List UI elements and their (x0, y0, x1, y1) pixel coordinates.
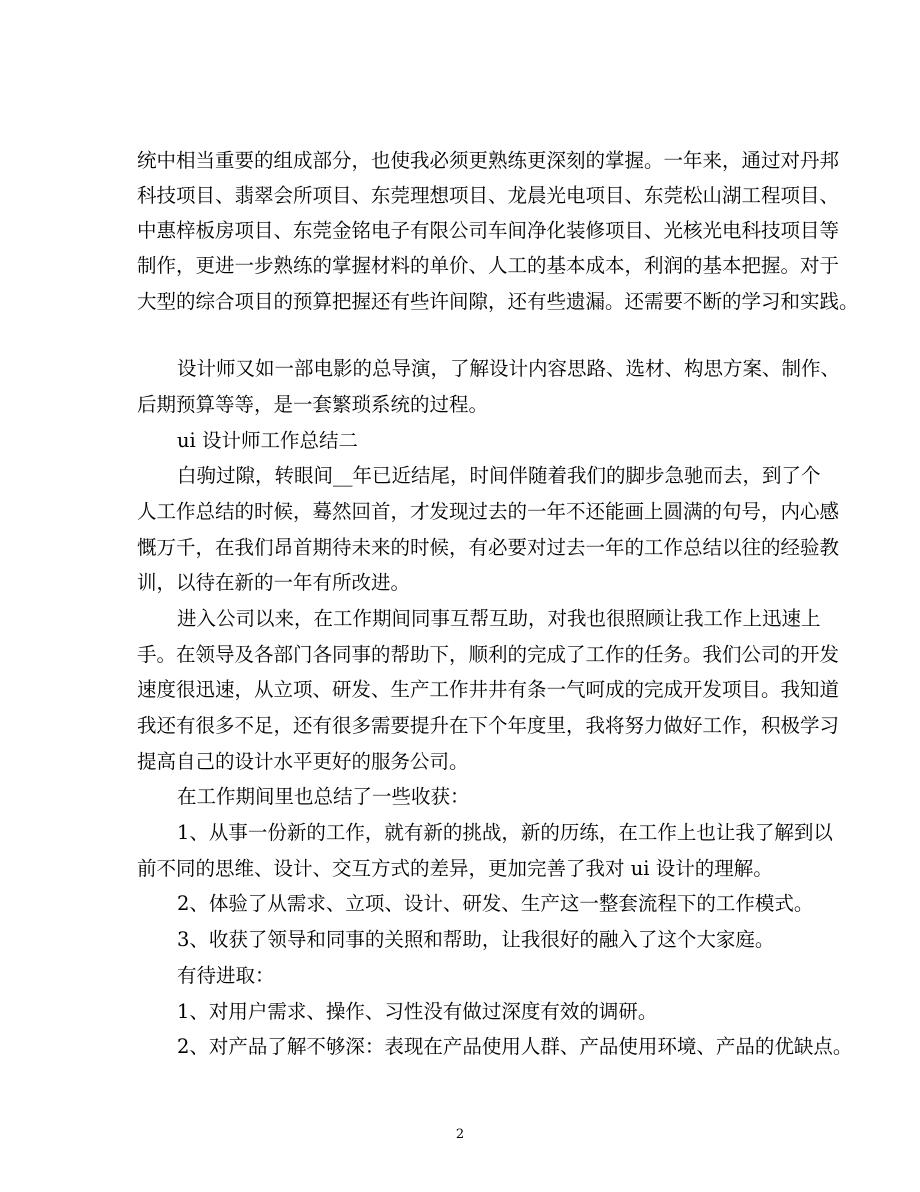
text-line: 在工作期间里也总结了一些收获： (177, 785, 470, 808)
list-item: 1、从事一份新的工作，就有新的挑战，新的历练，在工作上也让我了解到以 (177, 821, 833, 844)
text-line: 训，以待在新的一年有所改进。 (137, 571, 411, 594)
text-line: 统中相当重要的组成部分，也使我必须更熟练更深刻的掌握。一年来，通过对丹邦 (137, 149, 840, 172)
text-line: 手。在领导及各部门各同事的帮助下，顺利的完成了工作的任务。我们公司的开发 (137, 643, 840, 666)
text-line: 我还有很多不足，还有很多需要提升在下个年度里，我将努力做好工作，积极学习 (137, 714, 840, 737)
text-line: 速度很迅速，从立项、研发、生产工作井井有条一气呵成的完成开发项目。我知道 (137, 678, 840, 701)
text-line: 慨万千，在我们昂首期待未来的时候，有必要对过去一年的工作总结以往的经验教 (137, 536, 840, 559)
text-line: 制作，更进一步熟练的掌握材料的单价、人工的基本成本，利润的基本把握。对于 (137, 254, 840, 277)
list-item: 3、收获了领导和同事的关照和帮助，让我很好的融入了这个大家庭。 (177, 928, 775, 951)
list-item: 1、对用户需求、操作、习性没有做过深度有效的调研。 (177, 1000, 658, 1023)
text-line: 后期预算等等，是一套繁琐系统的过程。 (137, 393, 489, 416)
text-line: 进入公司以来，在工作期间同事互帮互助，对我也很照顾让我工作上迅速上 (177, 607, 821, 630)
text-line: 提高自己的设计水平更好的服务公司。 (137, 750, 469, 773)
text-line: 白驹过隙，转眼间__年已近结尾，时间伴随着我们的脚步急驰而去，到了个 (177, 464, 821, 487)
page-number: 2 (455, 1127, 465, 1142)
list-item: 2、体验了从需求、立项、设计、研发、生产这一整套流程下的工作模式。 (177, 892, 814, 915)
text-line: 科技项目、翡翠会所项目、东莞理想项目、龙晨光电项目、东莞松山湖工程项目、 (137, 184, 840, 207)
text-line: 前不同的思维、设计、交互方式的差异，更加完善了我对 ui 设计的理解。 (137, 857, 773, 880)
text-line: 大型的综合项目的预算把握还有些许间隙，还有些遗漏。还需要不断的学习和实践。 (137, 290, 859, 313)
section-heading: ui 设计师工作总结二 (177, 429, 358, 452)
text-line: 有待进取： (177, 964, 275, 987)
text-line: 人工作总结的时候，蓦然回首，才发现过去的一年不还能画上圆满的句号，内心感 (137, 500, 840, 523)
list-item: 2、对产品了解不够深：表现在产品使用人群、产品使用环境、产品的优缺点。 (177, 1035, 853, 1058)
text-line: 中惠梓板房项目、东莞金铭电子有限公司车间净化装修项目、光核光电科技项目等 (137, 219, 840, 242)
text-line: 设计师又如一部电影的总导演，了解设计内容思路、选材、构思方案、制作、 (177, 357, 841, 380)
